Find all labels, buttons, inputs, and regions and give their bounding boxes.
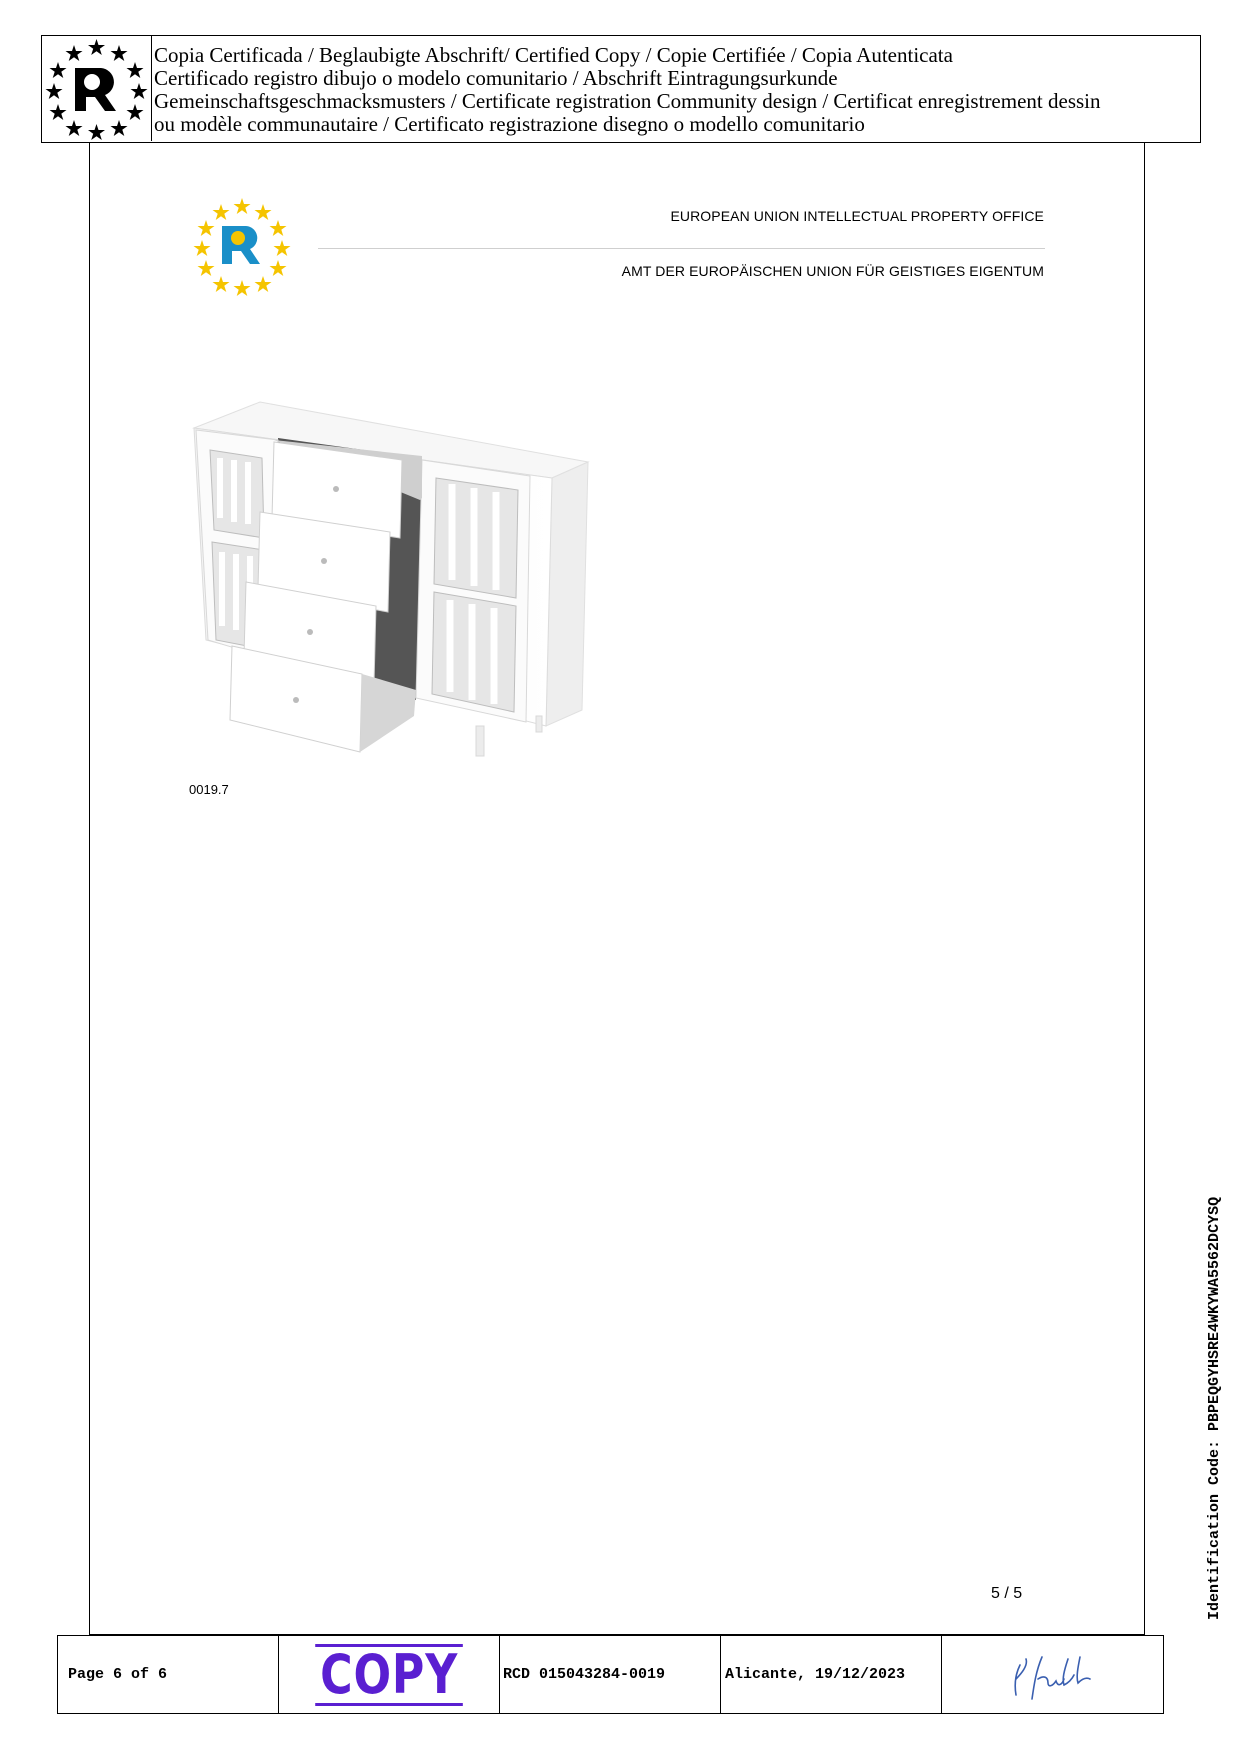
euipo-r-logo-color-icon — [192, 196, 292, 296]
office-name-en: EUROPEAN UNION INTELLECTUAL PROPERTY OFFICE — [670, 208, 1044, 224]
footer — [57, 1635, 1164, 1714]
footer-stamp-cell — [279, 1636, 500, 1713]
footer-signature-cell — [942, 1636, 1163, 1713]
signature-icon — [998, 1645, 1108, 1705]
footer-place-date: Alicante, 19/12/2023 — [721, 1636, 942, 1713]
letterhead-divider — [318, 248, 1045, 249]
certification-text — [154, 44, 1199, 136]
copy-stamp: COPY — [315, 1644, 463, 1706]
identification-code: Identification Code: PBPEQGYHSRE4WKYWA5562DCYSQ — [1206, 1196, 1223, 1620]
cert-logo-cell — [42, 36, 152, 141]
right-door — [416, 460, 530, 722]
euipo-r-logo-black-icon — [42, 36, 151, 141]
office-name-de: AMT DER EUROPÄISCHEN UNION FÜR GEISTIGES EIGENTUM — [621, 263, 1044, 279]
footer-page-number: Page 6 of 6 — [58, 1636, 279, 1713]
cert-line: Gemeinschaftsgeschmacksmusters / Certificate registration Community design / Certificat enregistrement dessin — [154, 89, 1101, 113]
page-counter: 5 / 5 — [991, 1585, 1023, 1602]
cert-line: Certificado registro dibujo o modelo comunitario / Abschrift Eintragungsurkunde — [154, 66, 838, 90]
white-sideboard-cabinet-illustration-icon — [190, 400, 600, 760]
cert-line: ou modèle communautaire / Certificato registrazione disegno o modello comunitario — [154, 112, 865, 136]
certification-header — [41, 35, 1201, 143]
document-frame — [89, 143, 1145, 1635]
footer-rcd-number: RCD 015043284-0019 — [500, 1636, 721, 1713]
design-view-number: 0019.7 — [189, 782, 229, 797]
cert-line: Copia Certificada / Beglaubigte Abschrift/ Certified Copy / Copie Certifiée / Copia Autenticata — [154, 43, 953, 67]
